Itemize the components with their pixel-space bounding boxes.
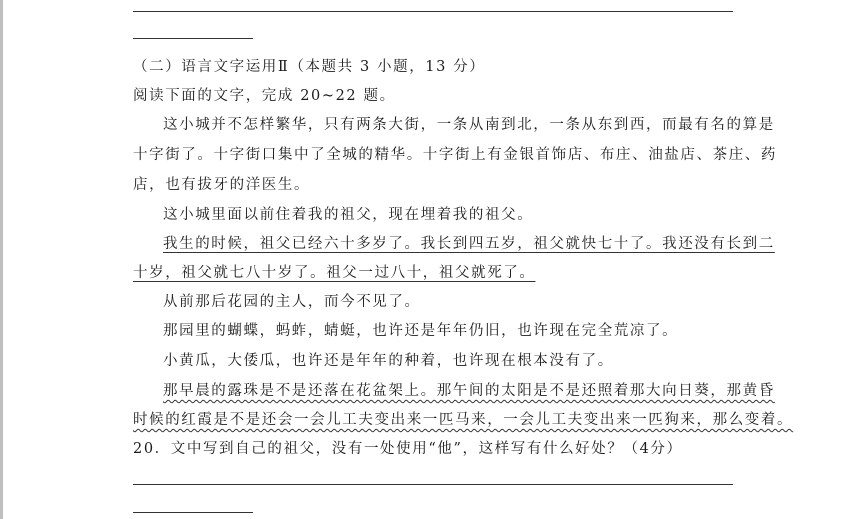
passage-p1-line2: 十字街了。十字街口集中了全城的精华。十字街上有金银首饰店、布庄、油盐店、茶庄、药 [133, 147, 777, 163]
passage-p5: 那园里的蝴蝶，蚂蚱，蜻蜓，也许还是年年仍旧，也许现在完全荒凉了。 [163, 323, 679, 339]
question-20: 20．文中写到自己的祖父，没有一处使用“他”，这样写有什么好处？（4分） [133, 441, 683, 457]
passage-p6: 小黄瓜，大倭瓜，也许还是年年的种着，也许现在根本没有了。 [163, 353, 614, 369]
passage-p3-line2-underlined: 十岁，祖父就七八十岁了。祖父一过八十，祖父就死了。 [133, 265, 536, 281]
page-left-edge [0, 0, 3, 519]
passage-p2: 这小城里面以前住着我的祖父，现在埋着我的祖父。 [163, 207, 534, 223]
passage-p1-line1: 这小城并不怎样繁华，只有两条大街，一条从南到北，一条从东到西，而最有名的算是 [163, 117, 775, 133]
answer-line-short [133, 512, 253, 513]
instruction-text: 阅读下面的文字，完成 20~22 题。 [133, 88, 396, 104]
passage-p1-line3: 店，也有拔牙的洋医生。 [133, 177, 311, 193]
answer-line [133, 11, 733, 12]
passage-p7-line1-wavy: 那早晨的露珠是不是还落在花盆架上。那午间的太阳是不是还照着那大向日葵，那黄昏 [163, 383, 775, 399]
passage-p4: 从前那后花园的主人，而今不见了。 [163, 294, 421, 310]
section-heading: （二）语言文字运用Ⅱ（本题共 3 小题，13 分） [133, 59, 486, 75]
answer-line-short [133, 38, 253, 39]
passage-p3-line1-underlined: 我生的时候，祖父已经六十多岁了。我长到四五岁，祖父就快七十了。我还没有长到二 [163, 236, 775, 252]
answer-line [133, 484, 733, 485]
passage-p7-line2-wavy: 时候的红霞是不是还会一会儿工夫变出来一匹马来，一会儿工夫变出来一匹狗来，那么变着。 [133, 412, 794, 428]
